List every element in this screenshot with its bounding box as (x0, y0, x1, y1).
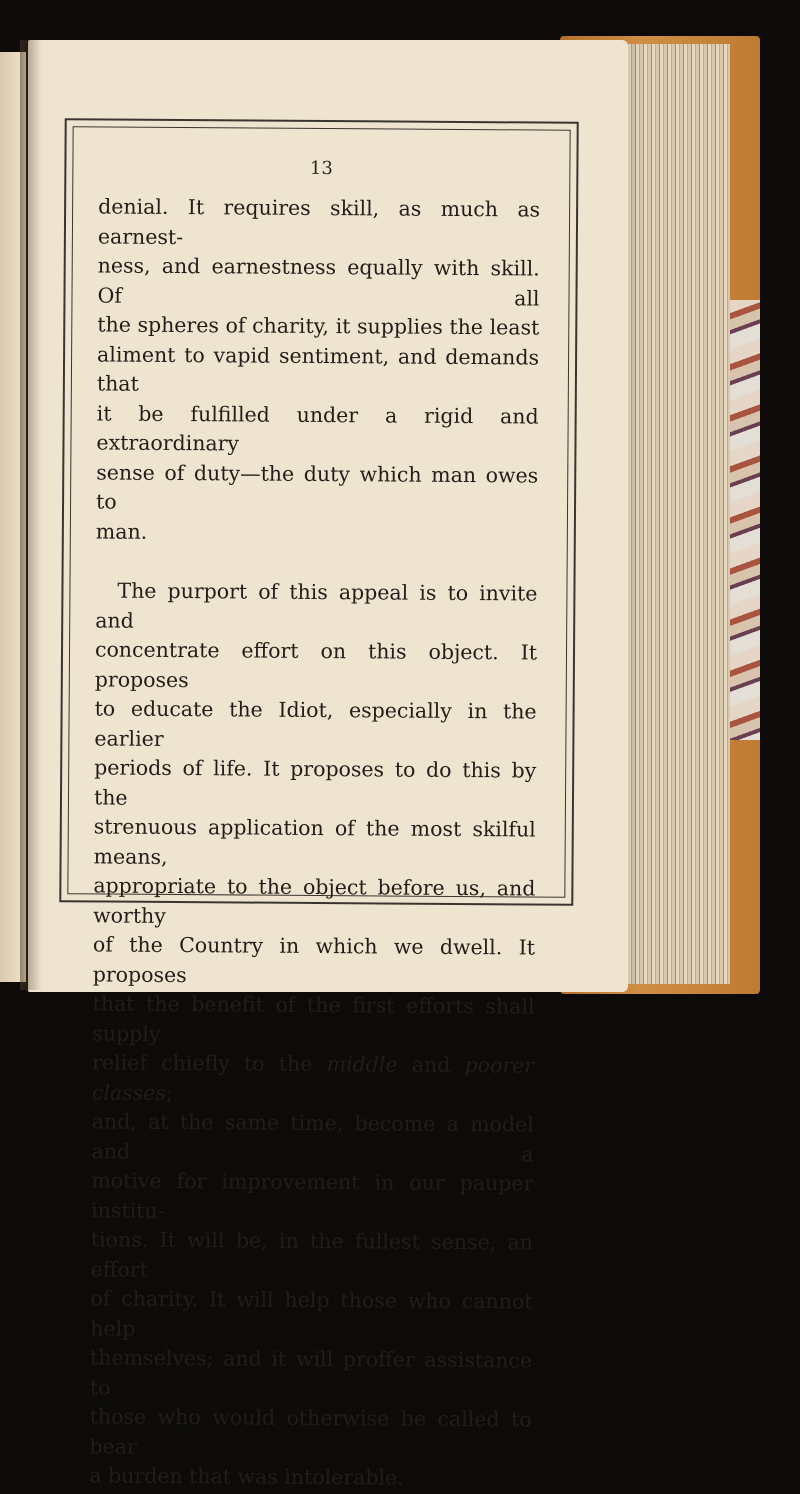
page-number: 13 (309, 157, 333, 180)
text-line: periods of life. It proposes to do this by the (93, 755, 537, 810)
text-line: those who would otherwise be called to bear (89, 1404, 532, 1459)
text-line: themselves; and it will proffer assistance to (89, 1345, 533, 1400)
italic-poorer-classes: poorer classes (91, 1053, 535, 1105)
italic-middle: middle (326, 1052, 398, 1077)
text-line: that the benefit of the first efforts shall supply (92, 991, 535, 1046)
text-line-mixed: relief chiefly to the middle and poorer classes; (91, 1050, 535, 1105)
text-line: appropriate to the object before us, and worthy (93, 873, 536, 928)
paragraph-1 (96, 192, 540, 520)
text-line: aliment to vapid sentiment, and demands that (96, 341, 540, 396)
marbled-endpaper (725, 300, 760, 740)
paragraph-2 (89, 576, 537, 1464)
body-text (89, 192, 540, 1494)
text-line: The purport of this appeal is to invite and (95, 578, 538, 633)
paragraph-1-end (96, 517, 538, 550)
text-line: man. (95, 518, 148, 544)
page-border (59, 118, 578, 1490)
text-line: and, at the same time, become a model and a (91, 1109, 534, 1167)
page-gutter-shadow (20, 40, 42, 990)
text-line: motive for improvement in our pauper institu- (91, 1168, 534, 1223)
text-line: sense of duty—the duty which man owes to (95, 459, 539, 514)
text-line: of charity. It will help those who cannot help (90, 1286, 533, 1341)
text-line: concentrate effort on this object. It proposes (94, 637, 538, 692)
book-page (28, 40, 628, 1490)
text-line: the spheres of charity, it supplies the least (97, 312, 540, 340)
paragraph-2-end (89, 1461, 531, 1494)
text-line: it be fulfilled under a rigid and extraordinary (96, 400, 539, 456)
text-line: to educate the Idiot, especially in the earlier (94, 696, 537, 751)
text-line: a burden that was intolerable. (89, 1463, 404, 1490)
text-line: strenuous application of the most skilful means, (93, 814, 536, 869)
text-line: ness, and earnestness equally with skill. Of all (97, 253, 540, 311)
text-line: tions. It will be, in the fullest sense, an effort (90, 1227, 533, 1282)
text-line: of the Country in which we dwell. It proposes (92, 932, 536, 987)
text-line: denial. It requires skill, as much as earnest- (97, 194, 541, 249)
